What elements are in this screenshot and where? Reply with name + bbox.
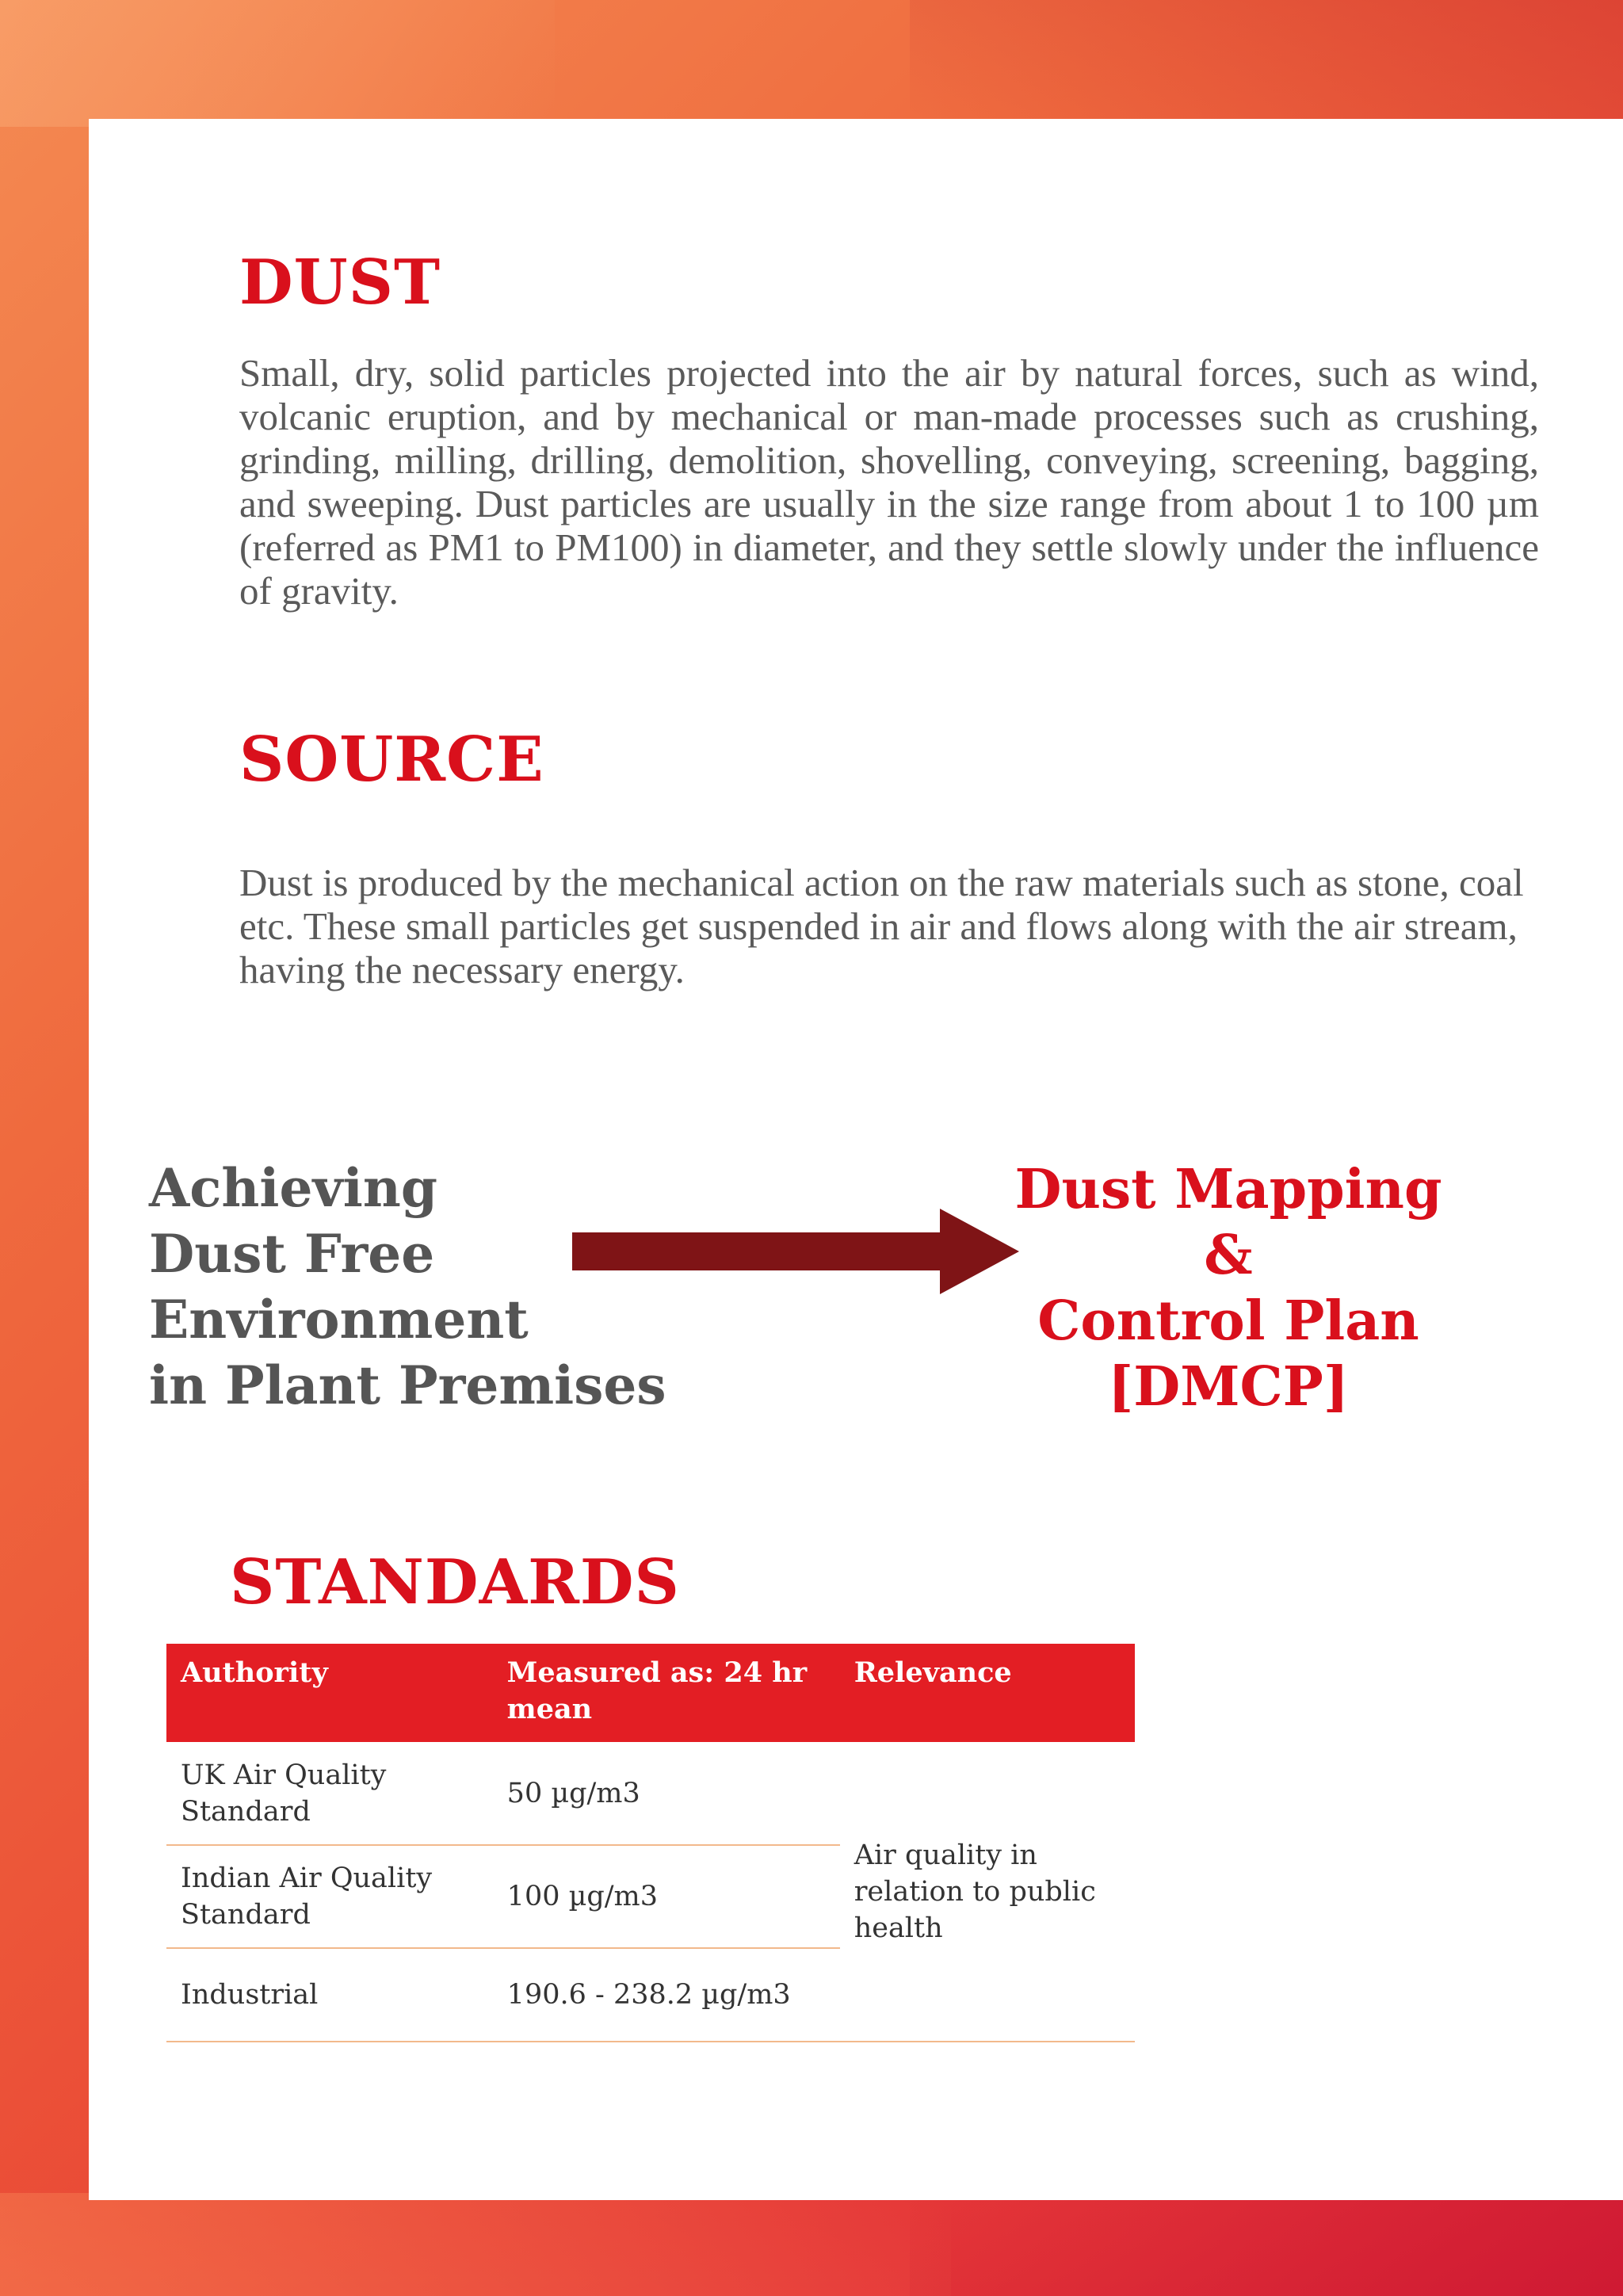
callout-dmcp-line: Control Plan: [1037, 1289, 1419, 1353]
dust-description: Small, dry, solid particles projected into the air by natural forces, such as wind, volcanic eruption, and by mechanical or man-made processes such as crushing, grinding, milling, drilling, demolition, shovelling, conveying, screening, bagging, and sweeping. Dust particles are usually in the size range from about 1 to 100 µm (referred as PM1 to PM100) in diameter, and they settle slowly under the influence of gravity.: [239, 351, 1539, 613]
authority-cell: Industrial: [166, 1948, 493, 2042]
measured-cell: 100 µg/m3: [493, 1845, 840, 1948]
standards-heading: STANDARDS: [230, 1546, 680, 1618]
callout-dmcp-line: &: [1204, 1224, 1253, 1287]
measured-cell: 50 µg/m3: [493, 1742, 840, 1845]
background-facet: [0, 2193, 951, 2296]
callout-goal-line: Achieving: [149, 1157, 437, 1219]
dust-heading: DUST: [239, 246, 441, 319]
background-facet: [910, 2193, 1623, 2296]
column-header-relevance: Relevance: [840, 1644, 1135, 1742]
right-arrow-icon: [572, 1209, 1019, 1294]
authority-cell: UK Air Quality Standard: [166, 1742, 493, 1845]
callout-goal-line: Dust Free: [149, 1223, 435, 1285]
measured-cell: 190.6 - 238.2 µg/m3: [493, 1948, 840, 2042]
table-header-row: [166, 1644, 1135, 1742]
column-header-measured: Measured as: 24 hr mean: [493, 1644, 840, 1742]
callout-dmcp-line: [DMCP]: [1108, 1355, 1349, 1419]
relevance-cell: Air quality in relation to public health: [840, 1742, 1135, 2042]
source-description: Dust is produced by the mechanical action on the raw materials such as stone, coal etc. These small particles get suspended in air and flows along with the air stream, having the necessary energy.: [239, 861, 1524, 991]
callout-goal-line: in Plant Premises: [149, 1354, 666, 1416]
standards-table: [166, 1644, 1135, 2042]
column-header-authority: Authority: [166, 1644, 493, 1742]
callout-dmcp-line: Dust Mapping: [1014, 1158, 1442, 1221]
callout-dmcp: [1006, 1157, 1450, 1420]
background-facet: [910, 0, 1623, 127]
source-heading: SOURCE: [239, 724, 544, 796]
table-row: [166, 1742, 1135, 1845]
authority-cell: Indian Air Quality Standard: [166, 1845, 493, 1948]
background-facet: [0, 0, 555, 127]
callout-goal-line: Environment: [149, 1289, 529, 1350]
